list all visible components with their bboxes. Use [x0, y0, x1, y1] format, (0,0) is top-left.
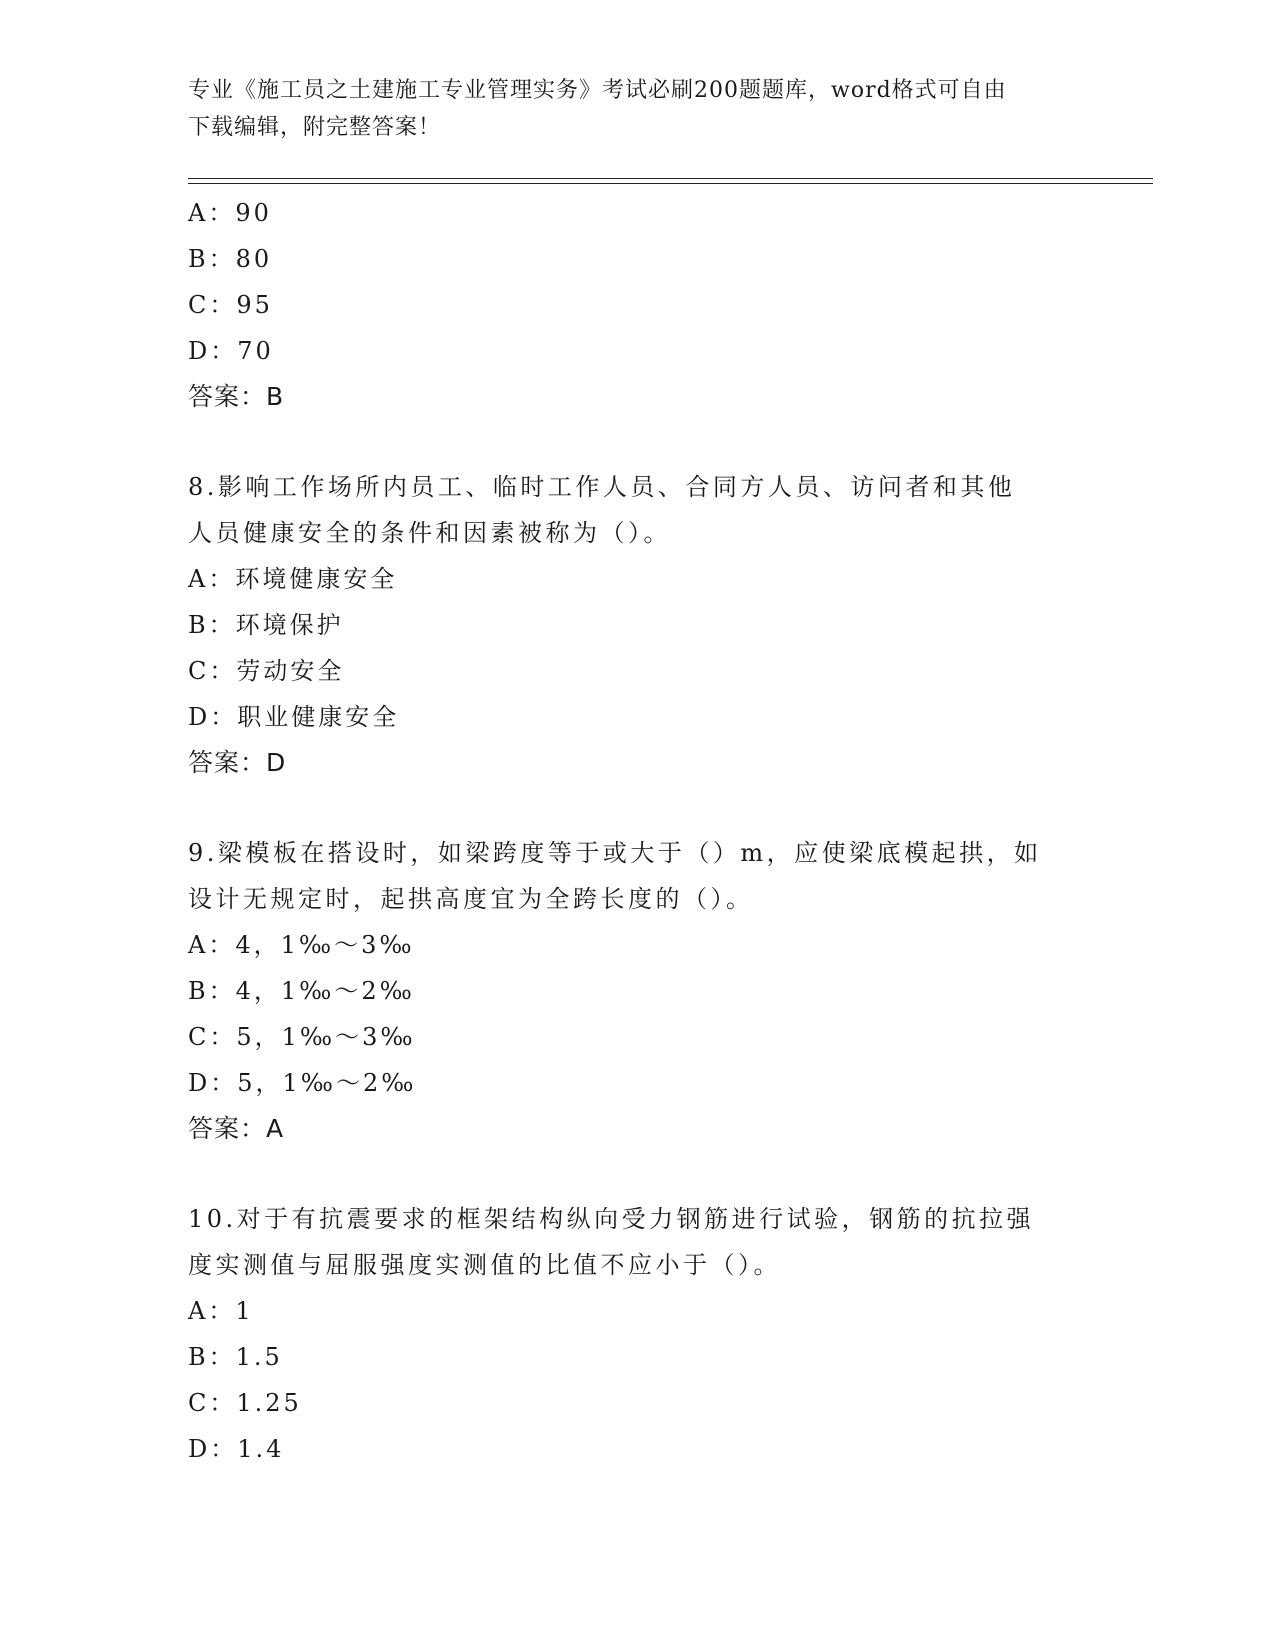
spacer [188, 1152, 1088, 1196]
question-text-line-2: 人员健康安全的条件和因素被称为（）。 [188, 519, 671, 547]
question-10 [188, 1196, 1088, 1472]
answer-label: 答案：B [188, 382, 285, 411]
question-text-line-1: 8.影响工作场所内员工、临时工作人员、合同方人员、访问者和其他 [188, 473, 1016, 501]
option-a: A：1 [188, 1297, 254, 1325]
header-line-2: 下载编辑，附完整答案！ [188, 115, 442, 140]
option-d: D：1.4 [188, 1435, 285, 1463]
document-header [188, 72, 1088, 146]
option-c: C：5，1‰～3‰ [188, 1023, 416, 1051]
option-a: A：环境健康安全 [188, 565, 398, 593]
header-divider-bottom [188, 183, 1153, 184]
question-7 [188, 190, 1088, 420]
question-9 [188, 830, 1088, 1152]
option-c: C：95 [188, 291, 273, 319]
option-d: D：5，1‰～2‰ [188, 1069, 417, 1097]
question-text-line-1: 10.对于有抗震要求的框架结构纵向受力钢筋进行试验，钢筋的抗拉强 [188, 1205, 1035, 1233]
question-text-line-2: 设计无规定时，起拱高度宜为全跨长度的（）。 [188, 885, 754, 913]
spacer [188, 786, 1088, 830]
option-c: C：劳动安全 [188, 657, 345, 685]
answer-label: 答案：A [188, 1114, 285, 1143]
option-d: D：职业健康安全 [188, 703, 400, 731]
question-list [188, 190, 1088, 1472]
question-8 [188, 464, 1088, 786]
answer-label: 答案：D [188, 748, 287, 777]
option-a: A：90 [188, 199, 272, 227]
option-b: B：80 [188, 245, 273, 273]
option-c: C：1.25 [188, 1389, 302, 1417]
header-line-1: 专业《施工员之土建施工专业管理实务》考试必刷200题题库，word格式可自由 [188, 78, 1007, 103]
option-b: B：4，1‰～2‰ [188, 977, 415, 1005]
option-a: A：4，1‰～3‰ [188, 931, 415, 959]
spacer [188, 420, 1088, 464]
question-text-line-1: 9.梁模板在搭设时，如梁跨度等于或大于（）m，应使梁底模起拱，如 [188, 839, 1042, 867]
option-b: B：1.5 [188, 1343, 283, 1371]
option-d: D：70 [188, 337, 274, 365]
option-b: B：环境保护 [188, 611, 344, 639]
header-divider-top [188, 178, 1153, 179]
question-text-line-2: 度实测值与屈服强度实测值的比值不应小于（）。 [188, 1251, 781, 1279]
